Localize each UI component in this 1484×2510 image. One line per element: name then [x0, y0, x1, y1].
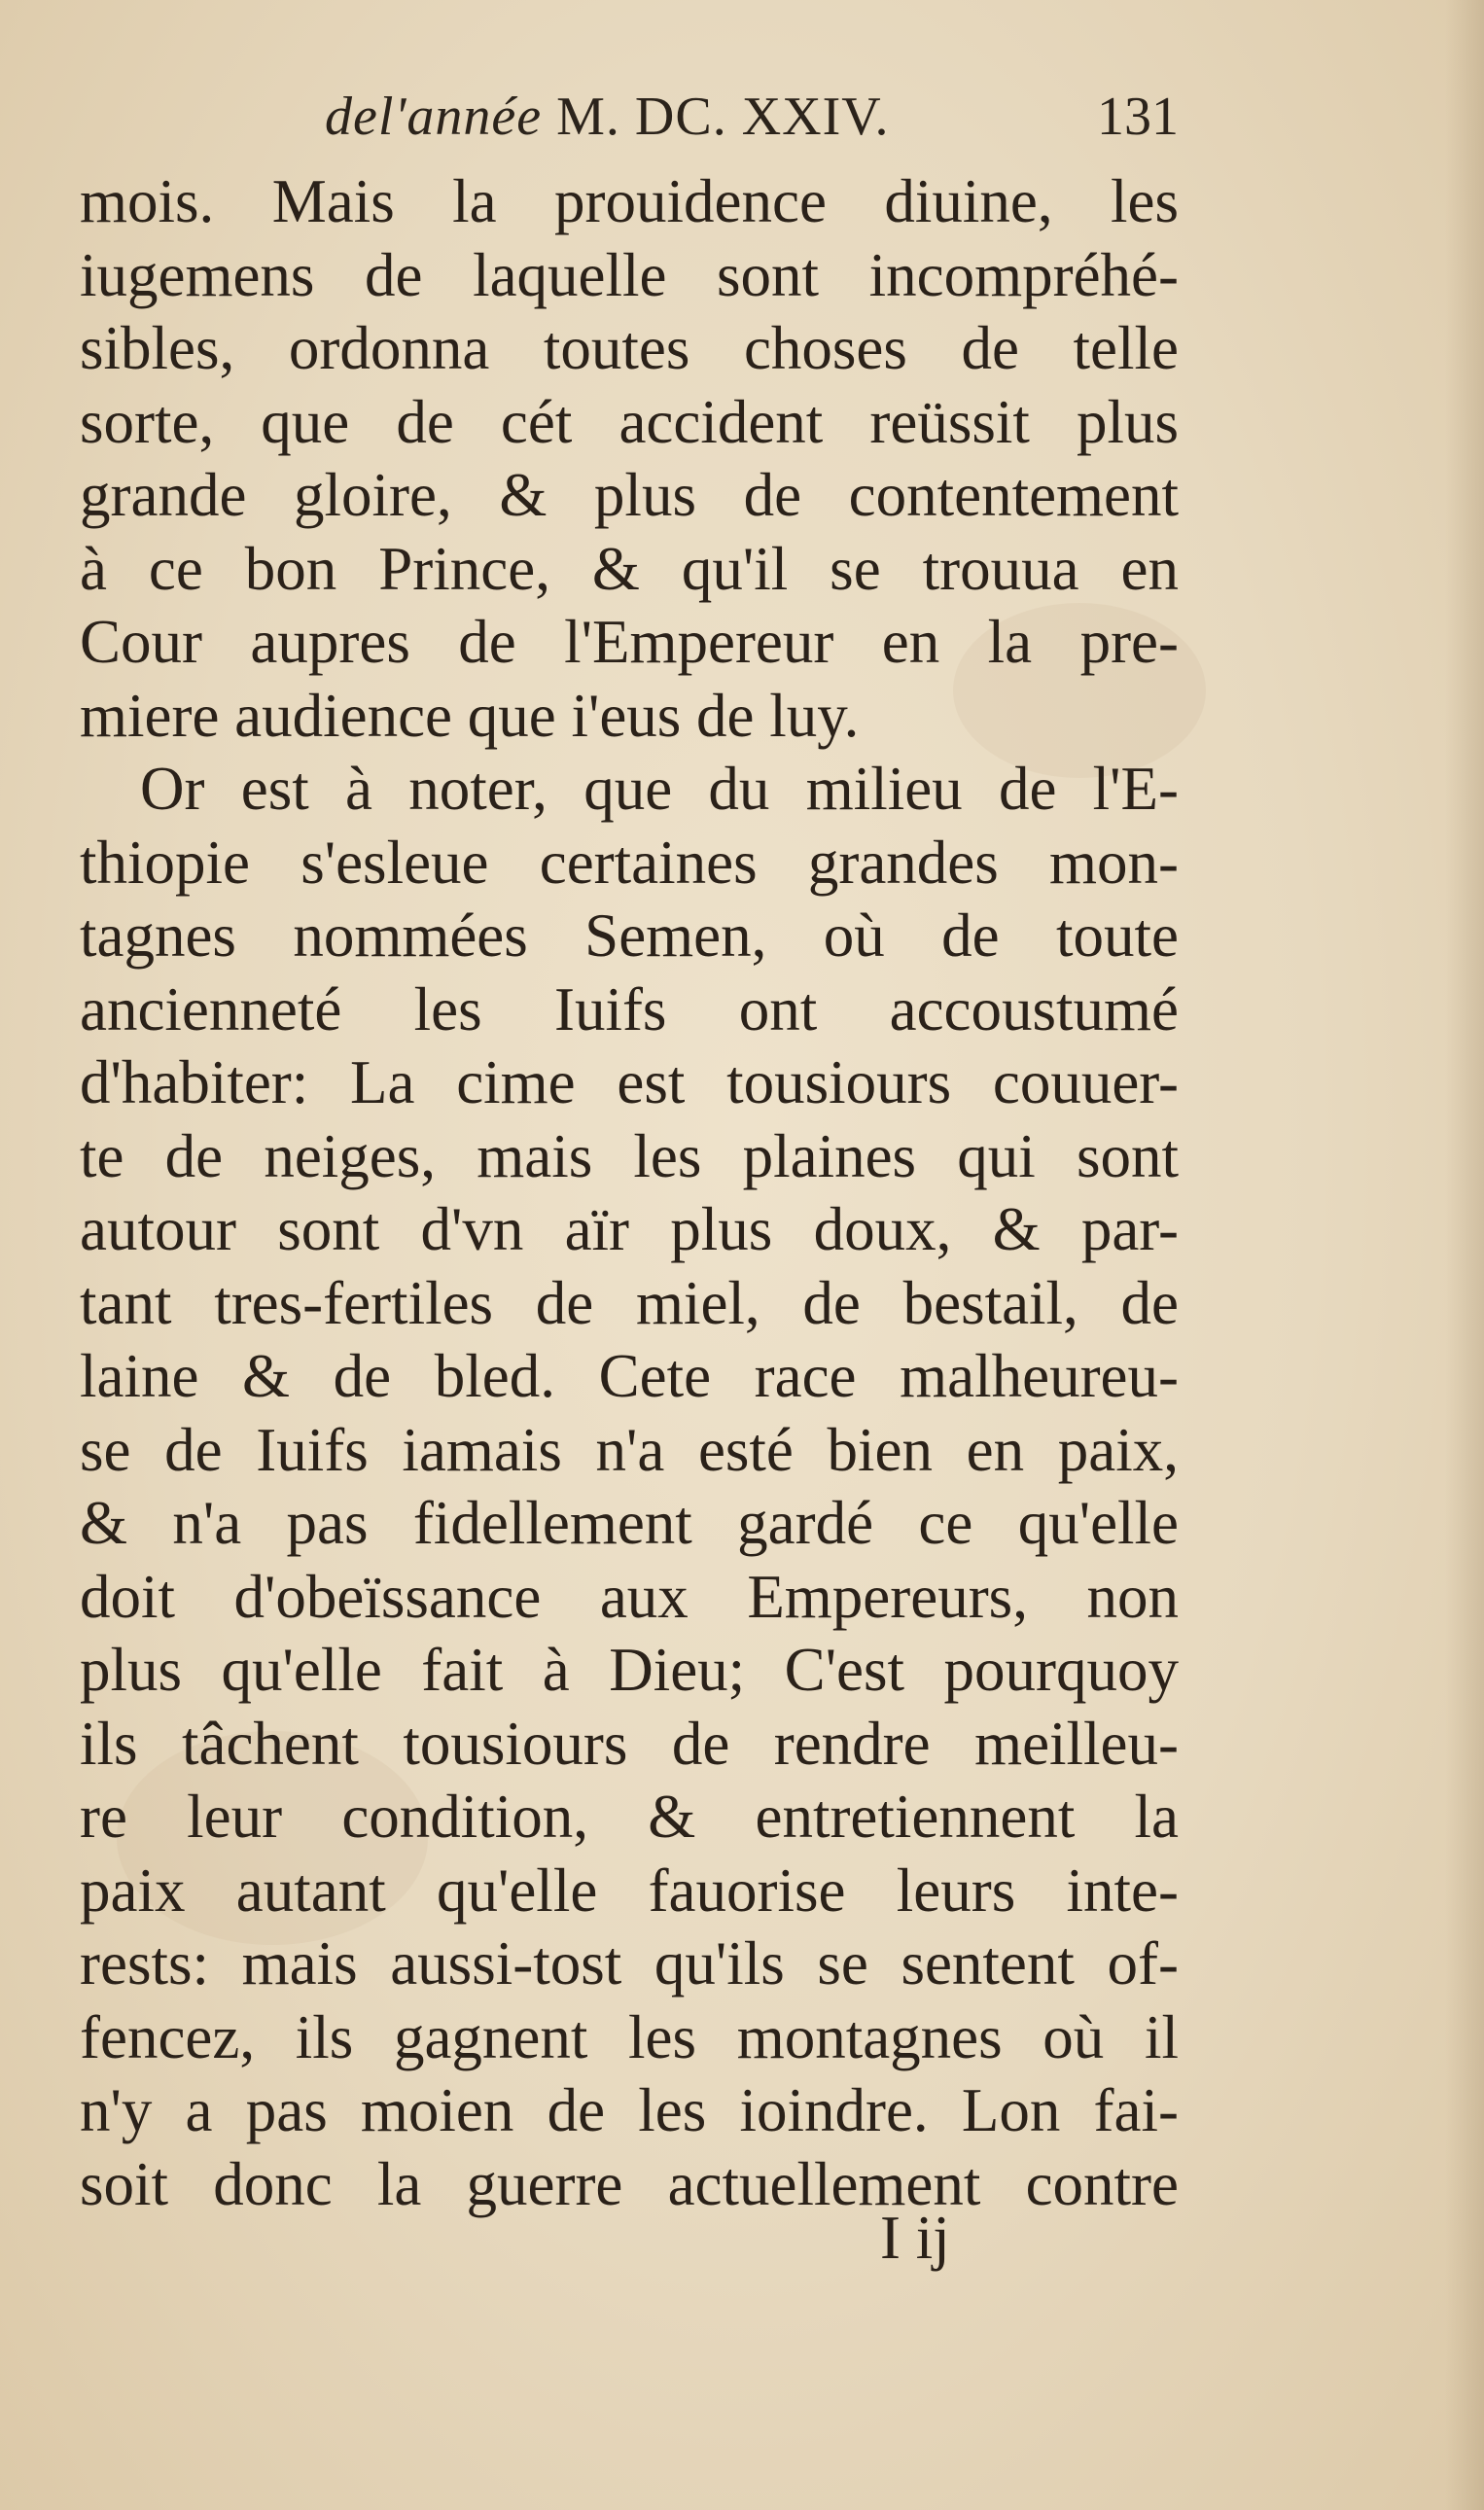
text-line: te de neiges, mais les plaines qui sont — [80, 1121, 1179, 1190]
text-line: sorte, que de cét accident reüssit plus — [80, 387, 1179, 456]
text-line: ils tâchent tousiours de rendre meilleu- — [80, 1709, 1179, 1778]
text-line: grande gloire, & plus de contentement — [80, 461, 1179, 529]
text-line: iugemens de laquelle sont incompréhé- — [80, 240, 1179, 309]
running-title-roman: M. DC. XXIV. — [542, 87, 890, 147]
text-line: rests: mais aussi-tost qu'ils se sentent of- — [80, 1929, 1179, 1997]
text-line: n'y a pas moien de les ioindre. Lon fai- — [80, 2076, 1179, 2144]
running-title-italic: del'année — [325, 87, 543, 147]
text-line: d'habiter: La cime est tousiours couuer- — [80, 1048, 1179, 1116]
running-header — [80, 76, 1179, 173]
text-line: doit d'obeïssance aux Empereurs, non — [80, 1562, 1179, 1631]
text-line: & n'a pas fidellement gardé ce qu'elle — [80, 1489, 1179, 1557]
text-line: Or est à noter, que du milieu de l'E- — [140, 755, 1179, 823]
text-line: autour sont d'vn aïr plus doux, & par- — [80, 1195, 1179, 1263]
text-line: plus qu'elle fait à Dieu; C'est pourquoy — [80, 1636, 1179, 1704]
text-line: tagnes nommées Semen, où de toute — [80, 901, 1179, 970]
text-line: sibles, ordonna toutes choses de telle — [80, 314, 1179, 382]
text-line: se de Iuifs iamais n'a esté bien en paix, — [80, 1415, 1179, 1484]
text-line: Cour aupres de l'Empereur en la pre- — [80, 608, 1179, 676]
text-line: miere audience que i'eus de luy. — [80, 681, 860, 750]
text-line: fencez, ils gagnent les montagnes où il — [80, 2002, 1179, 2071]
text-line: mois. Mais la prouidence diuine, les — [80, 167, 1179, 235]
body-text — [80, 165, 1179, 2221]
running-title — [325, 86, 889, 148]
text-line: ancienneté les Iuifs ont accoustumé — [80, 974, 1179, 1043]
text-line: paix autant qu'elle fauorise leurs inte- — [80, 1856, 1179, 1925]
page-number: 131 — [1097, 87, 1179, 147]
text-line: laine & de bled. Cete race malheureu- — [80, 1342, 1179, 1410]
text-line: à ce bon Prince, & qu'il se trouua en — [80, 534, 1179, 603]
signature-mark: I ij — [880, 2204, 950, 2272]
text-line: re leur condition, & entretiennent la — [80, 1783, 1179, 1851]
text-line: thiopie s'esleue certaines grandes mon- — [80, 828, 1179, 897]
text-line: tant tres-fertiles de miel, de bestail, de — [80, 1268, 1179, 1337]
text-line: soit donc la guerre actuellement contre — [80, 2149, 1179, 2218]
